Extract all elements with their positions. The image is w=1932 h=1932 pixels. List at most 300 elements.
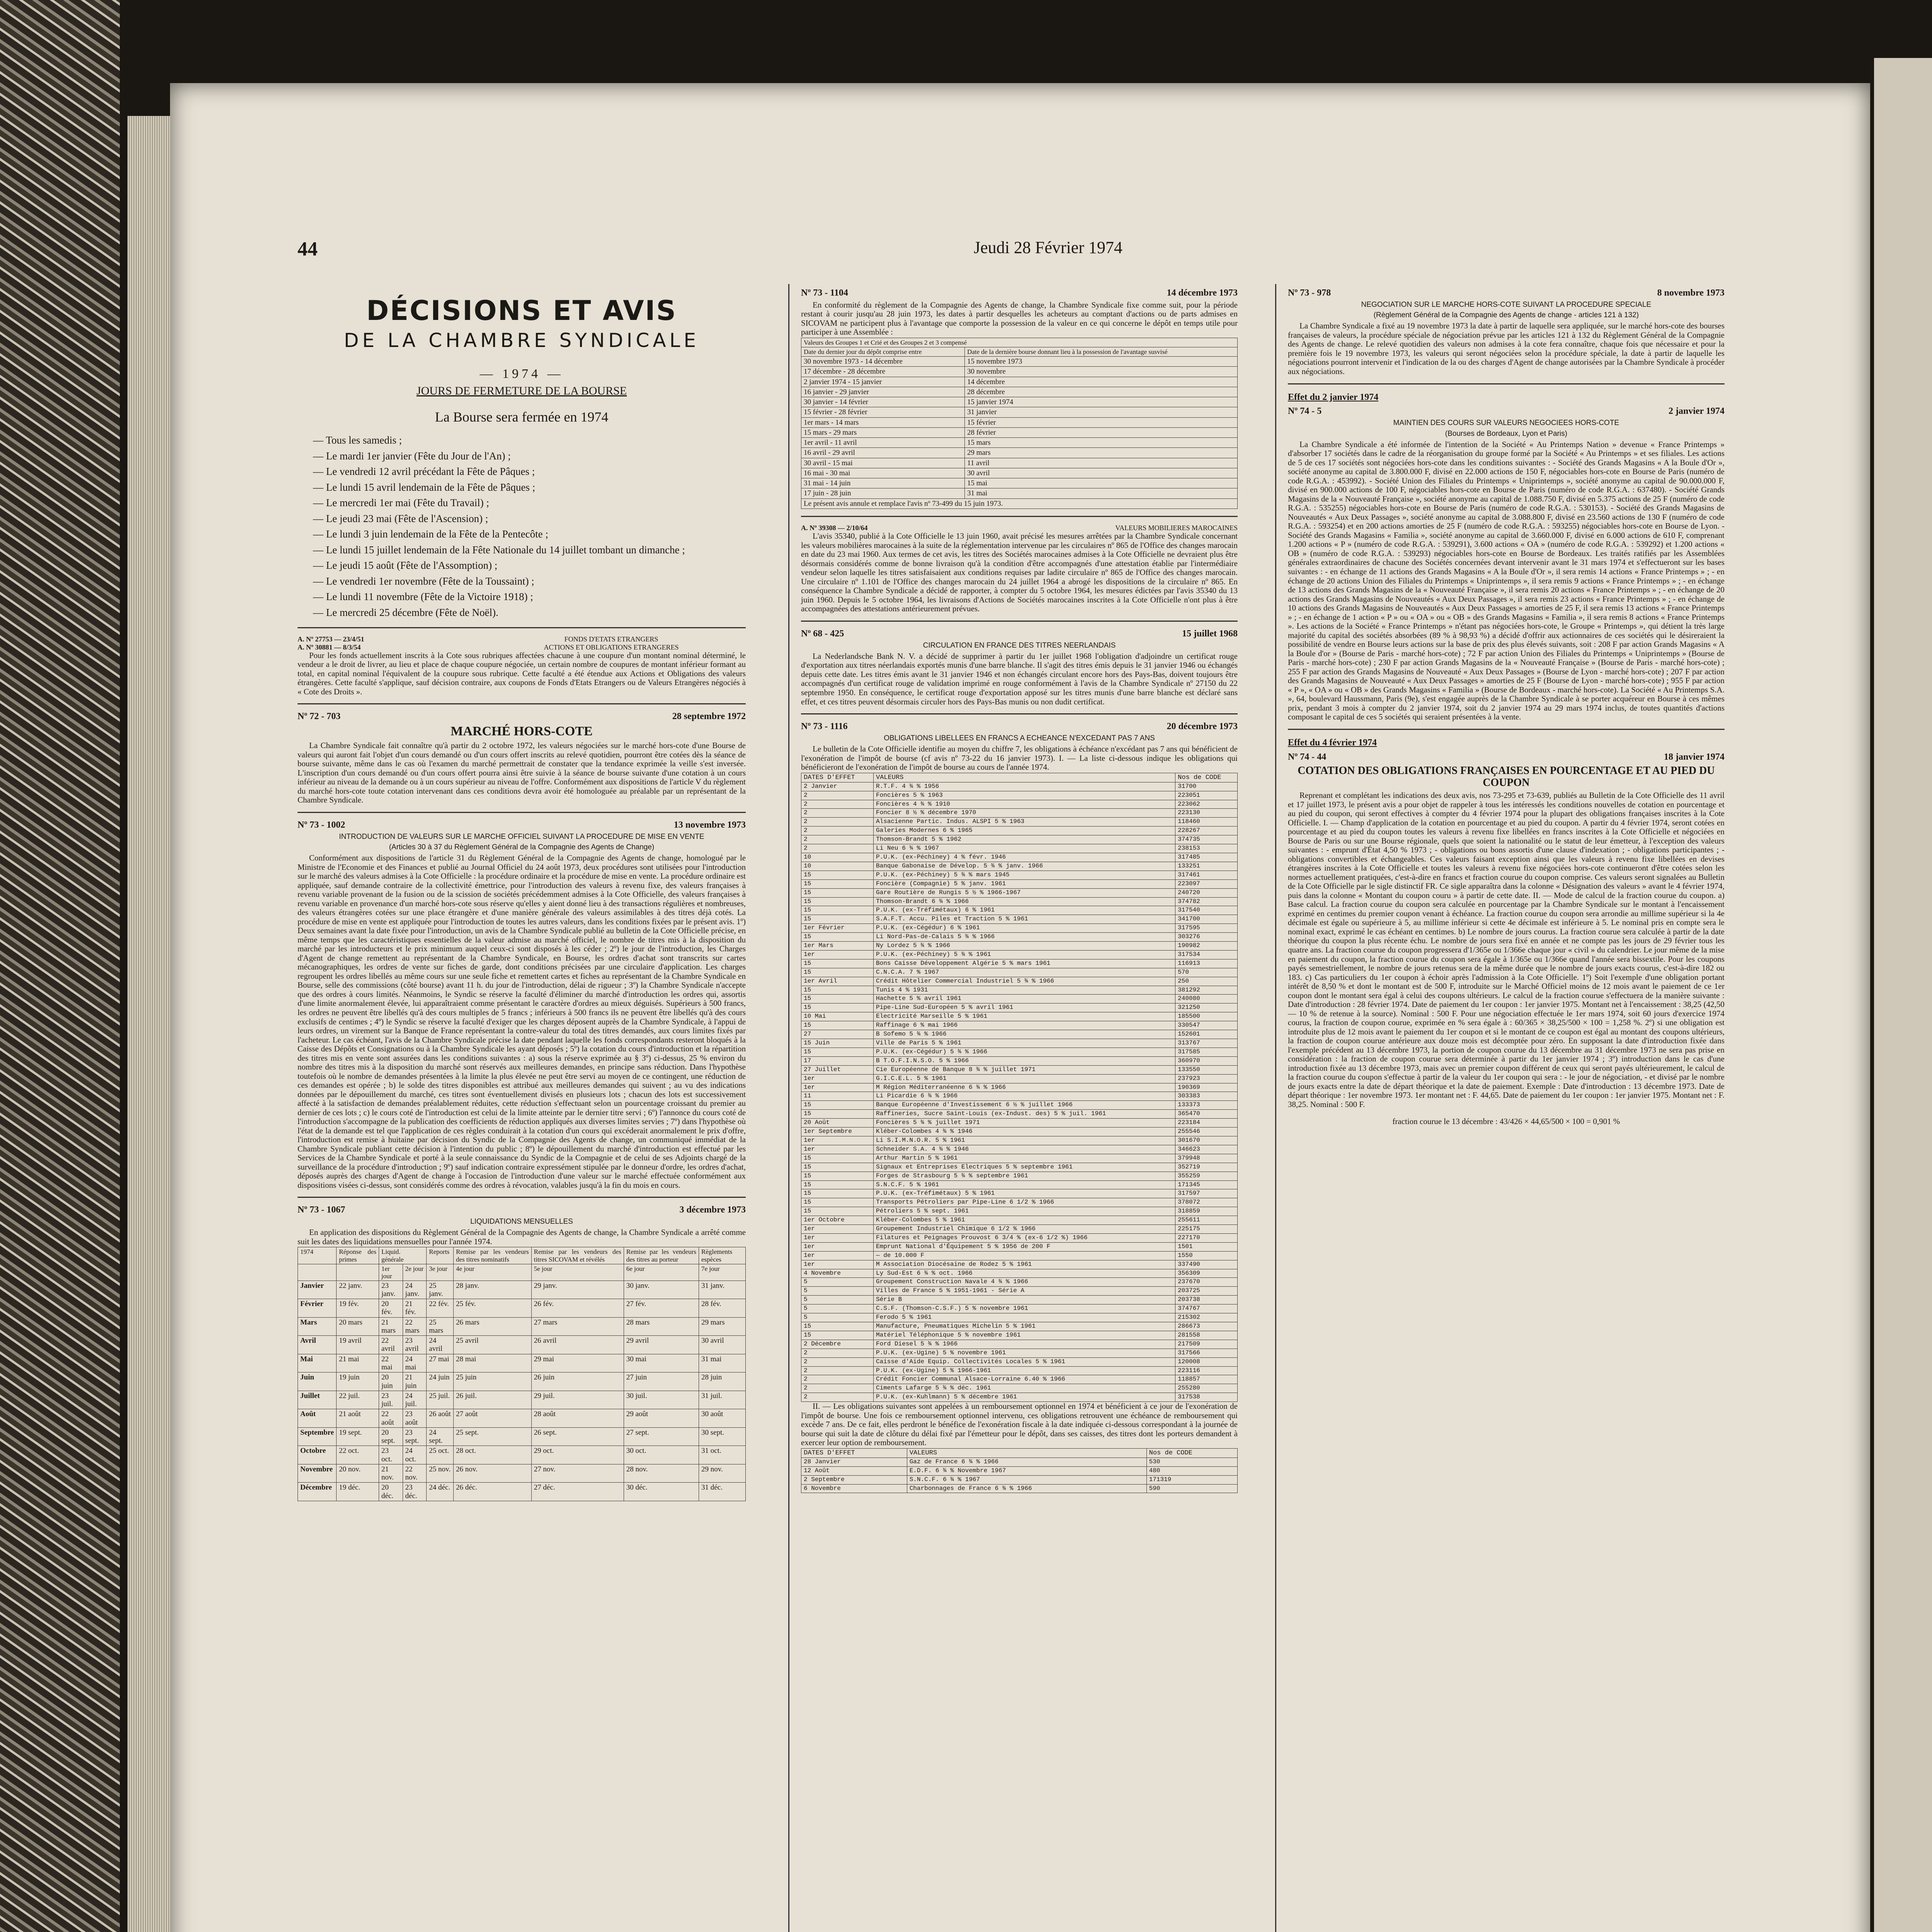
table-cell: 23 janv.	[379, 1281, 403, 1299]
table-cell: Alsacienne Partic. Indus. ALSPI 5 % 1963	[874, 818, 1175, 827]
table-cell: 26 juil.	[453, 1391, 531, 1409]
table-cell: 29 mars	[699, 1317, 745, 1336]
table-cell: 5	[801, 1287, 874, 1296]
table-row	[801, 906, 1238, 915]
table-cell: Ferodo 5 % 1961	[874, 1313, 1175, 1322]
table-cell: 15	[801, 995, 874, 1003]
table-cell: Galeries Modernes 6 % 1965	[874, 827, 1175, 835]
table-cell: 30 novembre	[964, 367, 1237, 377]
table-cell: 15	[801, 1154, 874, 1163]
table-cell: 22 janv.	[337, 1281, 379, 1299]
table-cell: 31 mai - 14 juin	[801, 478, 965, 488]
table-cell: 1er	[801, 1251, 874, 1260]
table-cell: Banque Gabonaise de Dévelop. 5 ¾ % janv. 1966	[874, 862, 1175, 871]
table-cell: 28 août	[531, 1409, 624, 1428]
c3-date-3: 18 janvier 1974	[1664, 752, 1725, 762]
hc-date: 28 septembre 1972	[672, 711, 746, 722]
table-cell: 133251	[1175, 862, 1238, 871]
table-cell: 15 janvier 1974	[964, 397, 1237, 407]
intro-date: 13 novembre 1973	[673, 820, 746, 830]
table-row	[801, 968, 1238, 977]
table-cell: Raffineries, Sucre Saint-Louis (ex-Indust. des) 5 % juil. 1961	[874, 1110, 1175, 1119]
table-cell: 24 oct.	[403, 1446, 427, 1464]
liq-subheader: 4e jour	[453, 1264, 531, 1281]
table-row	[801, 986, 1238, 995]
table-cell: Crédit Hôtelier Commercial Industriel 5 ¾ % 1966	[874, 977, 1175, 986]
table-cell: 22 mars	[403, 1317, 427, 1336]
main-subtitle: DE LA CHAMBRE SYNDICALE	[344, 329, 699, 352]
table-cell: S.N.C.F. 6 ¾ % 1967	[907, 1475, 1146, 1484]
table-cell: 2 Janvier	[801, 782, 874, 791]
table-cell: 31 janvier	[964, 407, 1237, 417]
table-cell: 355259	[1175, 1172, 1238, 1180]
c3-ref-3: Nº 74 - 44	[1288, 752, 1327, 762]
table-cell: 15	[801, 915, 874, 924]
table-cell: 223116	[1175, 1366, 1238, 1375]
table-cell: Kléber-Colombes 4 ¾ % 1946	[874, 1128, 1175, 1136]
table-cell: 223051	[1175, 791, 1238, 800]
oblig-date: 20 décembre 1973	[1167, 721, 1238, 732]
table-row	[801, 1180, 1238, 1189]
table-cell: 24 avril	[427, 1336, 454, 1354]
liq-subheader: 3e jour	[427, 1264, 454, 1281]
main-title: DÉCISIONS ET AVIS	[366, 295, 677, 327]
table-row	[801, 1216, 1238, 1225]
c3-title-2: MAINTIEN DES COURS SUR VALEURS NEGOCIEES HORS-COTE	[1393, 419, 1619, 427]
table-row	[801, 1021, 1238, 1030]
table-cell: 1550	[1175, 1251, 1238, 1260]
table-cell: 25 sept.	[453, 1427, 531, 1446]
table-row	[801, 1101, 1238, 1110]
table-cell: 6 Novembre	[801, 1484, 907, 1493]
table-cell: 379948	[1175, 1154, 1238, 1163]
intro-text: Conformément aux dispositions de l'article 31 du Règlement Général de la Compagnie des Agents de change, homologué par le Ministre de l'Economie et des Finances et publié au Journal Officiel du 24 août 1973, deux procédures sont utilisées pour l'introduction sur le marché des valeurs admises à la Cote Officielle : la procédure ordinaire et la procédure de mise en vente. La procédure ordinaire est appliquée, sauf demande contraire de la collectivité émettrice, pour l'introduction des valeurs à revenu fixe, des valeurs françaises à revenu variable provenant de la fusion ou de la scission de sociétés précédemment admises à la Cote Officielle, des valeurs françaises à revenu variable en provenance d'un marché hors-cote sous réserve qu'elles y aient donné lieu à des transactions régulières et nombreuses, des valeurs étrangères cotées sur une place étrangère et d'une manière générale des valeurs assimilables à des titres déjà cotés. La procédure de mise en vente est appliquée pour l'introduction de toutes les autres valeurs, dans les conditions fixées par le présent avis. 1º) Deux semaines avant la date fixée pour l'introduction, un avis de la Chambre Syndicale publié au bulletin de la Cote Officielle précise, en même temps que les caractéristiques essentielles de la valeur admise au marché officiel, le nombre de titres mis à la disposition du marché par les introducteurs et le prix minimum auquel ceux-ci sont disposés à les céder ; 2º) le jour de l'introduction, les Charges d'Agent de change remettent au représentant de la Chambre Syndicale, en Bourse, les ordres d'achat sont transcrits sur cartes mécanographiques, les ordres de vente sur fiches de garde, dont conditions précisées par une circulaire d'application. Les charges regroupent les ordres libellés au même cours sur une seule fiche et remettent cartes et fiches au représentant de la Chambre Syndicale en Bourse, selle des commissions (côté bourse) avant 11 h. du jour de l'introduction, délai de rigueur ; 3º) la Chambre Syndicale n'accepte que des ordres à cours limités. Néanmoins, le Syndic se réserve la faculté d'éliminer du marché d'introduction les ordres qui, assortis d'une limite anormalement élevée, lui apparaîtraient comme présentant le caractère d'ordres au mieux déguisés. Supérieurs à 500 francs, les ordres ne peuvent être libellés qu'à des cours multiples de 5 francs ; inférieurs à 500 francs ils ne peuvent être libellés qu'à des cours exclusifs de centimes ; 4º) le Syndic se réserve la faculté d'exiger que les charges déposent auprès de la Chambre Syndicale, à l'appui de leurs ordres, un virement sur la Banque de France représentant la contre-valeur du total des titres demandés, aux cours limites fixés par l'acheteur. Le cas échéant, l'avis de la Chambre Syndicale précise la date pendant laquelle les fonds correspondants resteront bloqués à la Caisse des Dépôts et Consignations ou à la Chambre Syndicale les ayant déposés ; 5º) la cotation du cours d'introduction et la répartition des titres mis en vente sont assurées dans les conditions suivantes : a) sous la réserve exprimée au § 3º) ci-dessus, 25 % environ du nombre des titres mis à la disposition du marché sont réservés aux meilleures demandes, en principe sans réduction. Dans l'hypothèse toutefois où le nombre de demandes présentées à la limite la plus élevée ne peut être servi au moyen de ce contingent, une réduction de ces demandes est opérée ; b) le solde des titres disponibles est attribué aux meilleures demandes qui suivent ; au vu des indications données par le dépouillement du marché, ces titres sont éventuellement divisés en plusieurs lots ; chacun des lots est successivement affecté à la satisfaction de demandes préalablement réduites, cette réduction s'effectuant selon un pourcentage croissant du premier au dernier de ces lots ; c) le cours coté de l'introduction est celui de la limite atteinte par le dernier titre servi ; 6º) l'annonce du cours coté de l'introduction s'accompagne de la publication des coefficients de réduction appliqués aux diverses limites servies ; 7º) dans l'hypothèse où l'état de la demande est tel que l'application de ces règles conduirait à la cotation d'un cours qui excéderait anormalement le prix d'offre, l'introduction est remise à huitaine par décision du Syndic de la Compagnie des Agents de change, un communiqué immédiat de la Chambre Syndicale publiant cette décision à l'intention du public ; 8º) le dépouillement du marché d'introduction est effectué par les Services de la Chambre Syndicale et porté à la seule connaissance du Syndic de la Compagnie et de celui de ses Adjoints chargé de la surveillance de la procédure d'introduction ; 9º) sauf indication contraire expressément stipulée par le donneur d'ordre, les ordres d'achat, déposés auprès des charges d'Agent de change à l'occasion de l'introduction d'une valeur sur le marché effectuée conformément aux dispositions visées ci-dessus, sont considérés comme des ordres à révocation, valables jusqu'à la fin du mois en cours.	[298, 853, 746, 1190]
table-cell: 2	[801, 844, 874, 853]
c3-date-1: 8 novembre 1973	[1657, 288, 1725, 298]
holiday-item: — Le jeudi 23 mai (Fête de l'Ascension) ;	[313, 512, 488, 524]
c2-text-1: En conformité du règlement de la Compagnie des Agents de change, la Chambre Syndicale fixe comme suit, pour la période restant à courir jusqu'au 28 juin 1973, les dates à partir desquelles les acheteurs au comptant d'actions ou de parts admises en SICOVAM ne participent plus à l'avantage que comporte la possession de la valeur en ce qui concerne le dépôt en temps utile pour participer à une Assemblée :	[801, 300, 1238, 337]
table-row	[801, 488, 1238, 498]
table-cell: Décembre	[298, 1483, 337, 1501]
groups-table	[801, 338, 1238, 509]
table-cell: 317538	[1175, 1393, 1238, 1402]
table-cell: 30 oct.	[624, 1446, 699, 1464]
table-cell: 250	[1175, 977, 1238, 986]
table-row	[801, 1119, 1238, 1128]
table-row	[801, 1207, 1238, 1216]
c2-date-1: 14 décembre 1973	[1167, 288, 1238, 298]
table-row	[801, 1349, 1238, 1357]
table-cell: P.U.K. (ex-Péchiney) 4 % févr. 1946	[874, 853, 1175, 862]
table-cell: 25 juin	[453, 1372, 531, 1391]
table-cell: 171345	[1175, 1180, 1238, 1189]
page-edges	[128, 116, 174, 1932]
table-row	[298, 1317, 746, 1336]
table-cell: P.U.K. (ex-Cégédur) 5 ¾ % 1966	[874, 1048, 1175, 1056]
table-cell: 27 juin	[624, 1372, 699, 1391]
table-cell: 190369	[1175, 1083, 1238, 1092]
table-cell: 317485	[1175, 853, 1238, 862]
table-cell: 15	[801, 1101, 874, 1110]
table-row	[801, 458, 1238, 468]
table-row	[801, 871, 1238, 879]
table-cell: Li Neu 6 ¾ % 1967	[874, 844, 1175, 853]
table-cell: 227170	[1175, 1233, 1238, 1242]
table-cell: 15	[801, 968, 874, 977]
table-cell: 29 oct.	[531, 1446, 624, 1464]
table-cell: 31 oct.	[699, 1446, 745, 1464]
table-cell: 255280	[1175, 1384, 1238, 1393]
column-1	[298, 284, 746, 1932]
table-cell: P.U.K. (ex-Cégédur) 6 % 1961	[874, 924, 1175, 933]
table-row	[801, 397, 1238, 407]
holiday-item: — Le mercredi 25 décembre (Fête de Noël).	[313, 606, 498, 618]
table-cell: 20 fév.	[379, 1299, 403, 1318]
table-cell: Raffinage 6 % mai 1966	[874, 1021, 1175, 1030]
fonds-ref-2: A. Nº 30881 — 8/3/54	[298, 643, 361, 651]
table-cell: 360970	[1175, 1056, 1238, 1065]
table-row	[298, 1281, 746, 1299]
table-cell: 1501	[1175, 1242, 1238, 1251]
table-cell: 30 mai	[624, 1354, 699, 1372]
table-cell: Bons Caisse Développement Algérie 5 % mars 1961	[874, 959, 1175, 968]
table-cell: 1er	[801, 1242, 874, 1251]
table-cell: 341700	[1175, 915, 1238, 924]
table-row	[801, 438, 1238, 448]
table-row	[801, 1296, 1238, 1304]
table-cell: 240080	[1175, 995, 1238, 1003]
hc-text: La Chambre Syndicale fait connaître qu'à partir du 2 octobre 1972, les valeurs négociées sur le marché hors-cote d'une Bourse de valeurs qui auront fait l'objet d'un cours demandé ou d'un cours offert inscrits au relevé quotidien, pourront être cotées dès la séance de bourse suivante, même dans le cas où l'examen du marché permettrait de constater que la tendance exprimée la veille s'est inversée. L'inscription d'un cours demandé ou d'un cours offert pourra ainsi être suivie à la séance de bourse suivante d'une cotation à un cours inférieur au niveau de la demande ou à un cours supérieur au niveau de l'offre. Conformément aux dispositions de l'article V du règlement du marché hors-cote toute cotation intervenant dans ces conditions devra avoir été homologuée au préalable par un représentant de la Chambre Syndicale.	[298, 741, 746, 805]
table-cell: 30 novembre 1973 - 14 décembre	[801, 357, 965, 367]
intro-title: INTRODUCTION DE VALEURS SUR LE MARCHE OFFICIEL SUIVANT LA PROCEDURE DE MISE EN VENTE	[339, 832, 704, 841]
table-row	[801, 1083, 1238, 1092]
table-cell: 25 nov.	[427, 1464, 454, 1483]
table-row	[801, 427, 1238, 437]
table-cell: 17 juin - 28 juin	[801, 488, 965, 498]
effet-1: Effet du 2 janvier 1974	[1288, 392, 1379, 402]
table-row	[801, 387, 1238, 397]
table-row	[801, 367, 1238, 377]
table-cell: 313767	[1175, 1039, 1238, 1048]
table-cell: 203738	[1175, 1296, 1238, 1304]
table-cell: Octobre	[298, 1446, 337, 1464]
table-cell: 116913	[1175, 959, 1238, 968]
table-cell: 28 février	[964, 427, 1237, 437]
liq-header: Remise par les vendeurs des titres nominatifs	[453, 1247, 531, 1264]
table-cell: 255611	[1175, 1216, 1238, 1225]
table-row	[801, 1003, 1238, 1012]
table-cell: 30 janv.	[624, 1281, 699, 1299]
table-cell: 27 août	[453, 1409, 531, 1428]
table-cell: 21 mars	[379, 1317, 403, 1336]
table-cell: 318859	[1175, 1207, 1238, 1216]
table-cell: 317566	[1175, 1349, 1238, 1357]
facing-page	[1874, 58, 1932, 1932]
table-cell: Crédit Foncier Communal Alsace-Lorraine 6.40 % 1966	[874, 1375, 1175, 1384]
table-cell: 16 avril - 29 avril	[801, 448, 965, 458]
table-cell: 28 janv.	[453, 1281, 531, 1299]
table-row	[801, 1260, 1238, 1269]
table-cell: 303276	[1175, 933, 1238, 942]
table-cell: 20 sept.	[379, 1427, 403, 1446]
table-row	[801, 1128, 1238, 1136]
divider	[801, 713, 1238, 714]
table-row	[801, 1163, 1238, 1172]
table-cell: Foncières 4 ¾ % 1910	[874, 800, 1175, 809]
oblig-header: VALEURS	[907, 1448, 1146, 1458]
table-cell: 15	[801, 1003, 874, 1012]
table-row	[801, 1056, 1238, 1065]
table-cell: 1er Avril	[801, 977, 874, 986]
table-cell: 15 mai	[964, 478, 1237, 488]
neer-text: La Nederlandsche Bank N. V. a décidé de supprimer à partir du 1er juillet 1968 l'obligation d'adjoindre un certificat rouge d'exportation aux titres néerlandais exportés munis d'une barre blanche. Il s'agit des titres émis depuis le 31 janvier 1946 ou échangés depuis cette date. Les titres émis avant le 31 janvier 1946 et non échangés circulant encore hors des Pays-Bas, doivent toujours être accompagnés d'un certificat rouge de validation imprimé en rouge conformément à l'avis de la Chambre Syndicale nº 27150 du 22 septembre 1950. En conséquence, le certificat rouge d'exportation apposé sur les titres munis d'une barre blanche est déclaré sans effet, et ces titres peuvent désormais circuler hors des Pays-Bas munis ou non dudit certificat.	[801, 651, 1238, 706]
divider	[1288, 383, 1725, 384]
table-cell: 24 sept.	[427, 1427, 454, 1446]
holiday-item: — Le mardi 1er janvier (Fête du Jour de l'An) ;	[313, 450, 511, 462]
table-row	[801, 478, 1238, 488]
table-row	[801, 1048, 1238, 1056]
table-cell: 20 juin	[379, 1372, 403, 1391]
table-row	[298, 1354, 746, 1372]
table-cell: 27 Juillet	[801, 1065, 874, 1074]
holiday-item: — Le lundi 11 novembre (Fête de la Victoire 1918) ;	[313, 591, 533, 603]
table-cell: 337490	[1175, 1260, 1238, 1269]
table-cell: 2	[801, 827, 874, 835]
table-cell: 23 sept.	[403, 1427, 427, 1446]
c3-sub-2: (Bourses de Bordeaux, Lyon et Paris)	[1445, 429, 1568, 438]
liq-subheader	[337, 1264, 379, 1281]
table-cell: 225175	[1175, 1225, 1238, 1234]
table-cell: 23 oct.	[379, 1446, 403, 1464]
closing-title: JOURS DE FERMETURE DE LA BOURSE	[416, 384, 627, 398]
table-row	[801, 950, 1238, 959]
table-cell: Li S.I.M.N.O.R. 5 % 1961	[874, 1136, 1175, 1145]
table-cell: 2 Septembre	[801, 1475, 907, 1484]
table-cell: 21 août	[337, 1409, 379, 1428]
table-row	[801, 827, 1238, 835]
table-cell: 317595	[1175, 924, 1238, 933]
table-cell: Gare Routière de Rungis 5 ½ % 1966-1967	[874, 888, 1175, 897]
table-cell: 118857	[1175, 1375, 1238, 1384]
table-cell: 25 avril	[453, 1336, 531, 1354]
table-cell: P.U.K. (ex-Kuhlmann) 5 % décembre 1961	[874, 1393, 1175, 1402]
table-row	[801, 1233, 1238, 1242]
liq-subheader	[298, 1264, 337, 1281]
table-row	[801, 809, 1238, 818]
table-cell: 281558	[1175, 1331, 1238, 1340]
liq-subheader: 2e jour	[403, 1264, 427, 1281]
table-cell: 2	[801, 835, 874, 844]
liq-header: Remise par les vendeurs des titres SICOVAM et révélés	[531, 1247, 624, 1264]
divider	[298, 812, 746, 813]
table-cell: 152601	[1175, 1030, 1238, 1039]
fonds-text: Pour les fonds actuellement inscrits à la Cote sous rubriques affectées chacune à une coupure d'un montant nominal déterminé, le vendeur a le droit de livrer, au lieu et place de chaque coupure négociée, un certain nombre de coupures de montant inférieur formant au total, en capital nominal l'équivalent de la coupure sous rubrique. Cette faculté a été étendue aux Actions et Obligations des valeurs étrangères. Cette faculté s'applique, sauf décision contraire, aux coupons de Fonds d'Etats Etrangers ou de Valeurs Etrangères négociés à « Cote des Droits ».	[298, 650, 746, 696]
table-cell: 237670	[1175, 1278, 1238, 1287]
table-row	[801, 1340, 1238, 1349]
table-cell: 1er avril - 11 avril	[801, 438, 965, 448]
column-3	[1275, 284, 1725, 1932]
table-cell: 374735	[1175, 835, 1238, 844]
table-cell: 19 avril	[337, 1336, 379, 1354]
table-cell: 25 oct.	[427, 1446, 454, 1464]
table-cell: R.T.F. 4 ¾ % 1956	[874, 782, 1175, 791]
table-cell: Charbonnages de France 6 ¾ % 1966	[907, 1484, 1146, 1493]
table-cell: 374782	[1175, 897, 1238, 906]
table-cell: Janvier	[298, 1281, 337, 1299]
table-row	[801, 1357, 1238, 1366]
table-cell: 590	[1146, 1484, 1237, 1493]
table-cell: Juin	[298, 1372, 337, 1391]
table-cell: 1er	[801, 1083, 874, 1092]
table-cell: Ly Sud-Est 6 ¾ % oct. 1966	[874, 1269, 1175, 1278]
table-cell: 15 mars - 29 mars	[801, 427, 965, 437]
table-row	[801, 1225, 1238, 1234]
table-cell: 356309	[1175, 1269, 1238, 1278]
table-cell: 120008	[1175, 1357, 1238, 1366]
table-cell: 22 août	[379, 1409, 403, 1428]
column-2	[788, 284, 1238, 1932]
book-binding	[0, 0, 120, 1932]
c3-ref-1: Nº 73 - 978	[1288, 288, 1331, 298]
table-cell: 23 avril	[403, 1336, 427, 1354]
liq-header: Remise par les vendeurs des titres au porteur	[624, 1247, 699, 1264]
table-cell: 317540	[1175, 906, 1238, 915]
divider	[298, 1197, 746, 1198]
intro-subtitle: (Articles 30 à 37 du Règlement Général de la Compagnie des Agents de Change)	[389, 843, 655, 851]
liq-header: Règlements espèces	[699, 1247, 745, 1264]
table-cell: 30 juil.	[624, 1391, 699, 1409]
table-row	[801, 1145, 1238, 1154]
table-cell: 23 juil.	[379, 1391, 403, 1409]
table-cell: 31 mai	[964, 488, 1237, 498]
table-cell: 26 déc.	[453, 1483, 531, 1501]
c3-title-3: COTATION DES OBLIGATIONS FRANÇAISES EN POURCENTAGE ET AU PIED DU COUPON	[1298, 764, 1715, 789]
table-cell: 21 juin	[403, 1372, 427, 1391]
table-cell: 1er Février	[801, 924, 874, 933]
table-cell: Février	[298, 1299, 337, 1318]
table-cell: Mai	[298, 1354, 337, 1372]
obligations-table-2	[801, 1448, 1238, 1493]
table-cell: 378072	[1175, 1198, 1238, 1207]
table-row	[801, 879, 1238, 888]
table-row	[801, 1278, 1238, 1287]
table-cell: 27 déc.	[531, 1483, 624, 1501]
divider	[801, 516, 1238, 517]
table-cell: 530	[1146, 1458, 1237, 1466]
table-cell: 1er Septembre	[801, 1128, 874, 1136]
table-cell: 31 mai	[699, 1354, 745, 1372]
table-cell: 30 janvier - 14 février	[801, 397, 965, 407]
table-cell: 15	[801, 1189, 874, 1198]
liq-header: Reports	[427, 1247, 454, 1264]
table-cell: 20 déc.	[379, 1483, 403, 1501]
table-cell: 15	[801, 1172, 874, 1180]
table-cell: 2	[801, 1349, 874, 1357]
table-cell: Novembre	[298, 1464, 337, 1483]
holiday-item: — Le jeudi 15 août (Fête de l'Assomption) ;	[313, 560, 498, 571]
liq-date: 3 décembre 1973	[679, 1205, 746, 1215]
table-cell: 21 nov.	[379, 1464, 403, 1483]
table-cell: 346623	[1175, 1145, 1238, 1154]
maroc-ref: A. Nº 39308 — 2/10/64	[801, 524, 868, 532]
table-cell: 570	[1175, 968, 1238, 977]
table-cell: 28 décembre	[964, 387, 1237, 397]
table-cell: Li Nord-Pas-de-Calais 5 ¾ % 1966	[874, 933, 1175, 942]
table-cell: 27 sept.	[624, 1427, 699, 1446]
table-row	[801, 1322, 1238, 1331]
table-cell: 15	[801, 1021, 874, 1030]
oblig-text: Le bulletin de la Cote Officielle identifie au moyen du chiffre 7, les obligations à échéance n'excédant pas 7 ans qui bénéficient de l'exonération de l'impôt de bourse (cf avis nº 73-22 du 16 janvier 1973). I. — La liste ci-dessous indique les obligations qui bénéficieront de l'exonération de l'impôt de bourse au cours de l'année 1974.	[801, 744, 1238, 772]
table-cell: M Région Méditerranéenne 6 ¾ % 1966	[874, 1083, 1175, 1092]
oblig-text-2: II. — Les obligations suivantes sont appelées à un remboursement optionnel en 1974 et bénéficient à ce jour de l'exonération de l'impôt de bourse. Une fois ce remboursement optionnel intervenu, ces obligations retrouvent une échéance de remboursement qui excède 7 ans. De ce fait, elles perdront le bénéfice de l'exonération fiscale à la date indiquée ci-dessous correspondant à la journée de bourse qui suit la date de clôture du délai fixé par l'émetteur pour le dépôt, dans ses caisses, des titres dont les porteurs demandent à exercer leur option de remboursement.	[801, 1401, 1238, 1447]
holiday-item: — Le lundi 15 avril lendemain de la Fête de Pâques ;	[313, 481, 536, 493]
intro-ref: Nº 73 - 1002	[298, 820, 345, 830]
neer-ref: Nº 68 - 425	[801, 628, 844, 639]
table-cell: Septembre	[298, 1427, 337, 1446]
table-cell: 217509	[1175, 1340, 1238, 1349]
holiday-item: — Le vendredi 12 avril précédant la Fête de Pâques ;	[313, 466, 535, 478]
table-cell: 2	[801, 1357, 874, 1366]
table-cell: 381292	[1175, 986, 1238, 995]
c3-title-1: NEGOCIATION SUR LE MARCHE HORS-COTE SUIVANT LA PROCEDURE SPECIALE	[1361, 300, 1651, 309]
table-cell: 317585	[1175, 1048, 1238, 1056]
table-cell: 31700	[1175, 782, 1238, 791]
holiday-item: — Le lundi 15 juillet lendemain de la Fête Nationale du 14 juillet tombant un dimanche ;	[313, 544, 685, 556]
table-cell: 374767	[1175, 1304, 1238, 1313]
groups-header-2: Date de la dernière bourse donnant lieu à la possession de l'avantage susvisé	[964, 347, 1237, 356]
table-cell: 19 fév.	[337, 1299, 379, 1318]
fonds-subtitle: ACTIONS ET OBLIGATIONS ETRANGERES	[544, 643, 679, 651]
table-cell: 27	[801, 1030, 874, 1039]
table-cell: Série B	[874, 1296, 1175, 1304]
table-cell: 1er	[801, 1233, 874, 1242]
table-row	[801, 1475, 1238, 1484]
table-cell: 29 avril	[624, 1336, 699, 1354]
table-cell: 31 déc.	[699, 1483, 745, 1501]
table-cell: Cie Européenne de Banque 8 ¾ % juillet 1971	[874, 1065, 1175, 1074]
oblig-header: DATES D'EFFET	[801, 1448, 907, 1458]
formula: fraction courue le 13 décembre : 43/426 × 44,65/500 × 100 = 0,901 %	[1392, 1117, 1620, 1126]
table-cell: 22 avril	[379, 1336, 403, 1354]
table-row	[298, 1427, 746, 1446]
table-cell: 15	[801, 1198, 874, 1207]
table-cell: 30 avril	[964, 468, 1237, 478]
table-cell: 22 nov.	[403, 1464, 427, 1483]
holiday-item: — Le mercredi 1er mai (Fête du Travail) ;	[313, 497, 489, 509]
table-cell: 25 juil.	[427, 1391, 454, 1409]
neer-date: 15 juillet 1968	[1182, 628, 1238, 639]
table-cell: 15	[801, 871, 874, 879]
table-cell: 5	[801, 1296, 874, 1304]
table-cell: 15 novembre 1973	[964, 357, 1237, 367]
table-row	[801, 1366, 1238, 1375]
table-row	[801, 1242, 1238, 1251]
table-cell: 15 mars	[964, 438, 1237, 448]
table-cell: 15	[801, 959, 874, 968]
table-row	[298, 1446, 746, 1464]
table-cell: 20 nov.	[337, 1464, 379, 1483]
table-cell: 29 mars	[964, 448, 1237, 458]
table-cell: S.N.C.F. 5 % 1961	[874, 1180, 1175, 1189]
table-row	[298, 1464, 746, 1483]
table-cell: Mars	[298, 1317, 337, 1336]
table-cell: 26 nov.	[453, 1464, 531, 1483]
table-row	[298, 1391, 746, 1409]
table-cell: 26 mars	[453, 1317, 531, 1336]
table-cell: 303383	[1175, 1092, 1238, 1101]
table-cell: 15	[801, 897, 874, 906]
table-cell: Ford Diesel 5 ¾ % 1966	[874, 1340, 1175, 1349]
